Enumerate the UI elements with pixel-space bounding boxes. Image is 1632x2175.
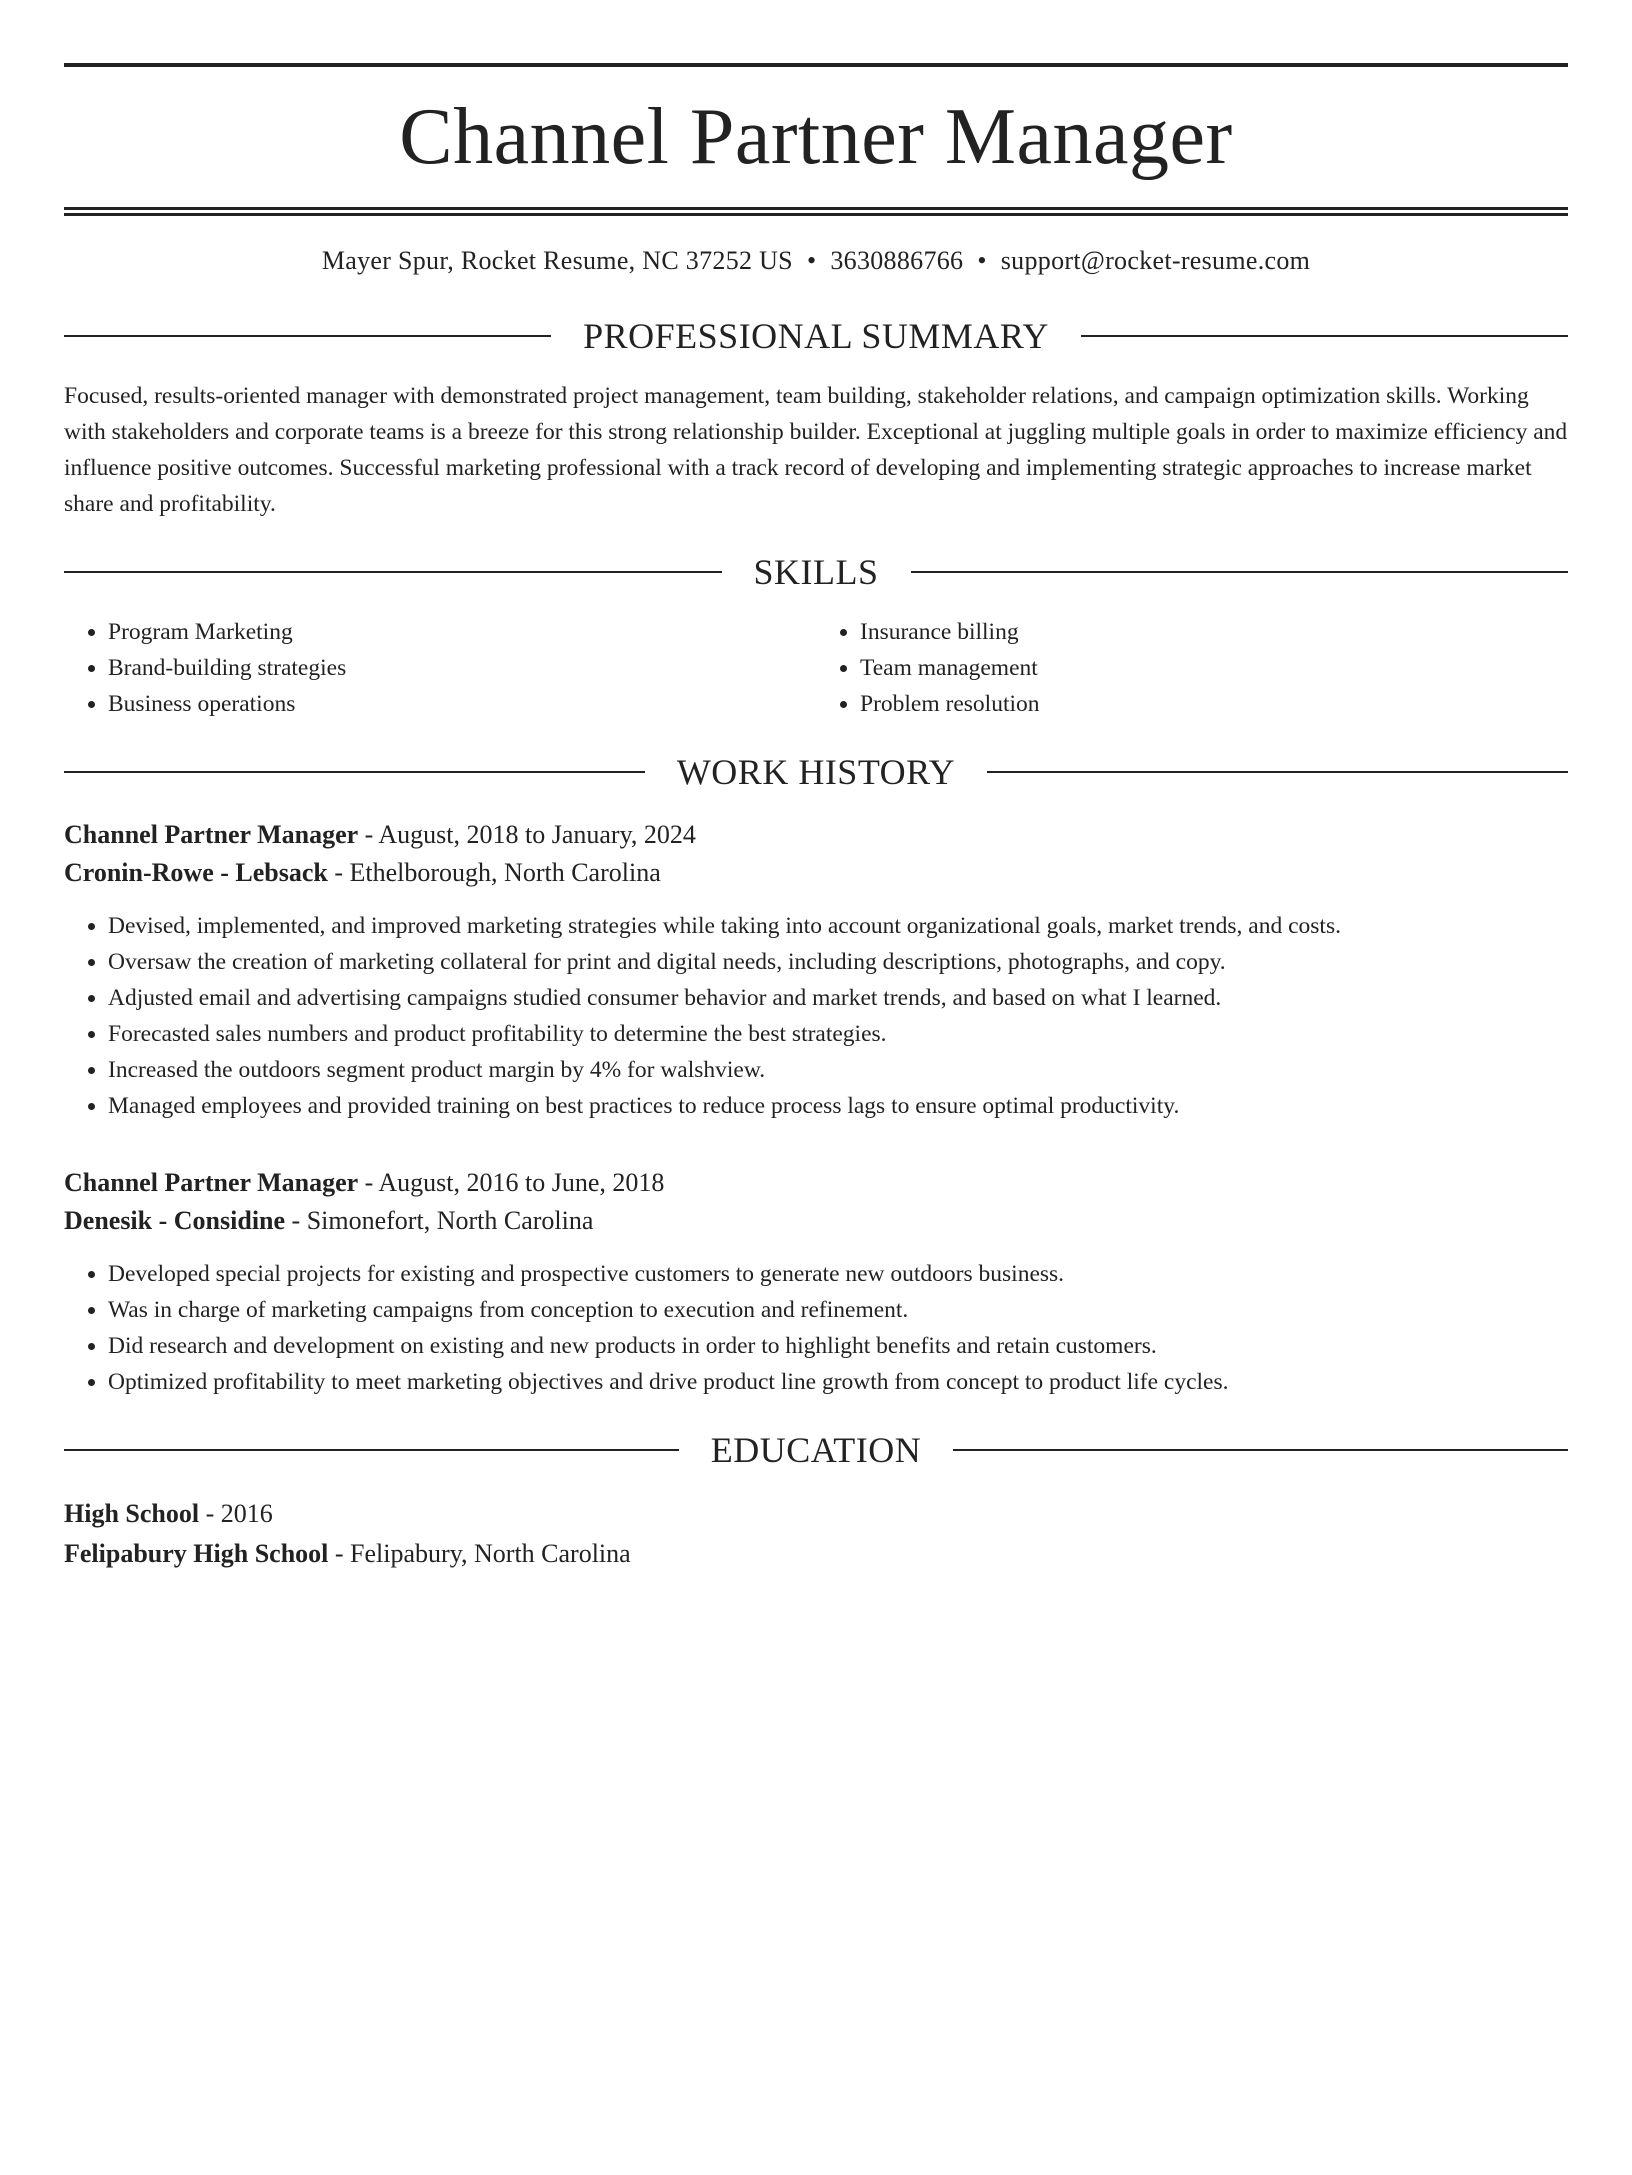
skills-column-right (816, 614, 1568, 722)
contact-separator: • (806, 246, 817, 275)
job-title-line (64, 1164, 1568, 1202)
job-bullets (64, 908, 1568, 1124)
heading-rule-right (911, 571, 1569, 573)
skills-list (64, 614, 1568, 722)
education-year: - 2016 (199, 1499, 273, 1528)
resume-title: Channel Partner Manager (399, 93, 1233, 181)
job-company: Denesik - Considine (64, 1206, 286, 1235)
job-bullet: • Oversaw the creation of marketing collateral for print and digital needs, including descriptions, photographs, and copy. (108, 944, 1568, 980)
heading-rule-right (987, 771, 1568, 773)
job-company: Cronin-Rowe - Lebsack (64, 858, 328, 887)
job-title: Channel Partner Manager (64, 1168, 359, 1197)
resume-page (0, 63, 1632, 2175)
job-company-line (64, 1202, 1568, 1240)
job-dates: - August, 2018 to January, 2024 (358, 820, 696, 849)
job-bullet: • Was in charge of marketing campaigns from conception to execution and refinement. (108, 1292, 1568, 1328)
skill-item: • Insurance billing (860, 614, 1568, 650)
title-double-rule (64, 207, 1568, 216)
summary-heading-text: PROFESSIONAL SUMMARY (583, 316, 1049, 356)
skill-item: • Brand-building strategies (108, 650, 816, 686)
education-degree: High School (64, 1499, 200, 1528)
education-school: Felipabury High School (64, 1539, 329, 1568)
job-title-line (64, 816, 1568, 854)
summary-text: Focused, results-oriented manager with demonstrated project management, team building, stakeholder relations, and campaign optimization skills. Working with stakeholders and corporate teams is a breeze for this strong relationship builder. Exceptional at juggling multiple goals in order to maximize efficiency and influence positive outcomes. Successful marketing professional with a track record of developing and implementing strategic approaches to increase market share and profitability. (64, 383, 1568, 517)
job-bullet: • Devised, implemented, and improved marketing strategies while taking into account organizational goals, market trends, and costs. (108, 908, 1568, 944)
education-heading-text: EDUCATION (710, 1430, 922, 1470)
heading-rule-left (64, 335, 551, 337)
contact-phone: 3630886766 (830, 246, 964, 275)
job-bullet: • Optimized profitability to meet marketing objectives and drive product line growth from concept to product life cycles. (108, 1364, 1568, 1400)
job-bullet: • Did research and development on existing and new products in order to highlight benefits and retain customers. (108, 1328, 1568, 1364)
skills-heading-text: SKILLS (753, 552, 879, 592)
contact-line (64, 246, 1568, 276)
education-location: - Felipabury, North Carolina (328, 1539, 631, 1568)
job-location: - Simonefort, North Carolina (285, 1206, 594, 1235)
heading-rule-left (64, 1449, 679, 1451)
job-bullets (64, 1256, 1568, 1400)
job-dates: - August, 2016 to June, 2018 (358, 1168, 665, 1197)
skills-heading (64, 552, 1568, 592)
job-bullet: • Forecasted sales numbers and product profitability to determine the best strategies. (108, 1016, 1568, 1052)
summary-heading (64, 316, 1568, 356)
heading-rule-right (953, 1449, 1568, 1451)
job-bullet: • Increased the outdoors segment product margin by 4% for walshview. (108, 1052, 1568, 1088)
skill-item: • Business operations (108, 686, 816, 722)
education-entry (64, 1494, 1568, 1574)
contact-address: Mayer Spur, Rocket Resume, NC 37252 US (321, 246, 793, 275)
top-rule (64, 63, 1568, 67)
skills-column-left (64, 614, 816, 722)
job-company-line (64, 854, 1568, 892)
job-bullet: • Managed employees and provided training on best practices to reduce process lags to ensure optimal productivity. (108, 1088, 1568, 1124)
job-location: - Ethelborough, North Carolina (327, 858, 661, 887)
education-heading (64, 1430, 1568, 1470)
heading-rule-left (64, 771, 645, 773)
education-degree-line (64, 1494, 1568, 1534)
heading-rule-left (64, 571, 722, 573)
skill-item: • Program Marketing (108, 614, 816, 650)
heading-rule-right (1081, 335, 1568, 337)
work-history-heading (64, 752, 1568, 792)
job-entry (64, 1164, 1568, 1400)
job-bullet: • Developed special projects for existing and prospective customers to generate new outdoors business. (108, 1256, 1568, 1292)
skill-item: • Team management (860, 650, 1568, 686)
contact-email: support@rocket-resume.com (1000, 246, 1311, 275)
job-bullet: • Adjusted email and advertising campaigns studied consumer behavior and market trends, and based on what I learned. (108, 980, 1568, 1016)
work-history-heading-text: WORK HISTORY (676, 752, 956, 792)
contact-separator: • (977, 246, 987, 275)
education-school-line (64, 1534, 1568, 1574)
skill-item: • Problem resolution (860, 686, 1568, 722)
job-title: Channel Partner Manager (64, 820, 359, 849)
job-entry (64, 816, 1568, 1124)
